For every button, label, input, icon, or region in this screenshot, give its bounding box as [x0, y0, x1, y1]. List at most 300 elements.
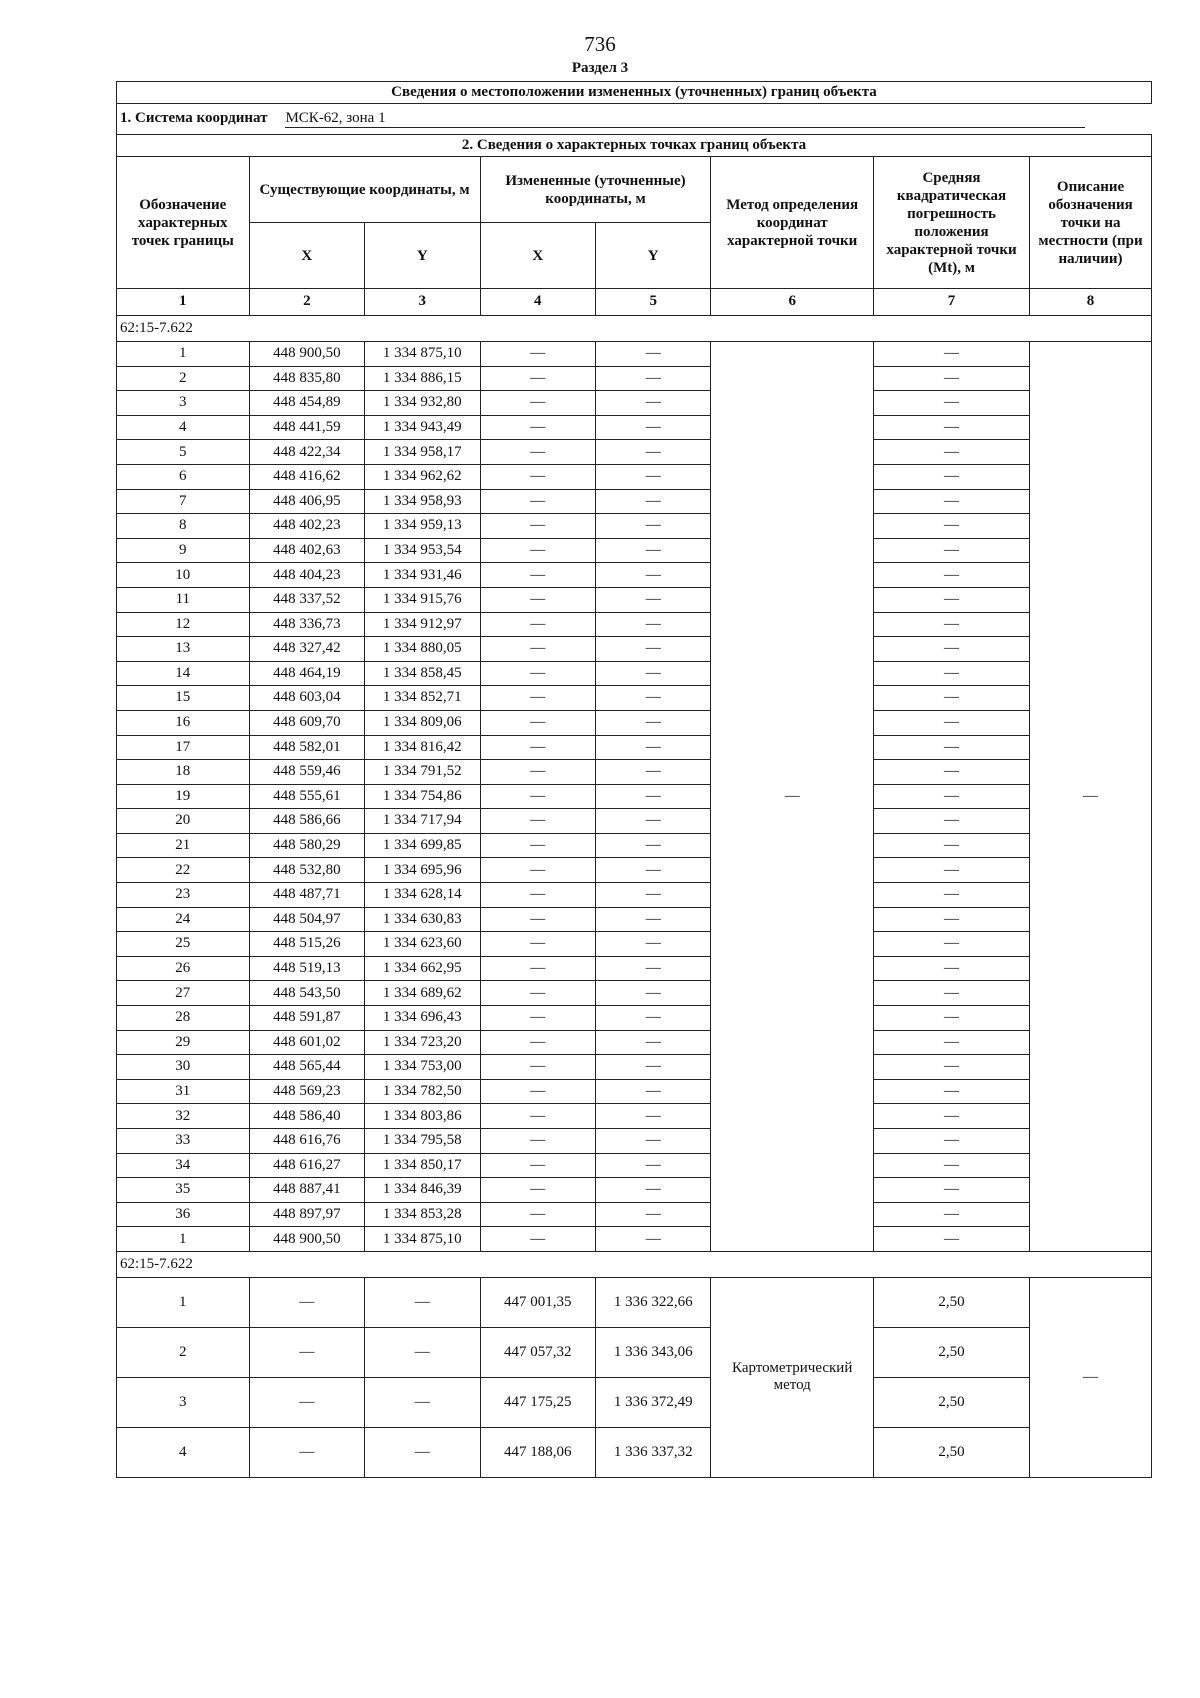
header-method: Метод определения координат характерной точки: [711, 157, 874, 289]
table-title: Сведения о местоположении измененных (уточненных) границ объекта: [117, 82, 1152, 104]
table-row: [117, 563, 1152, 588]
point-number: 1: [117, 1227, 250, 1252]
table-row: [117, 1129, 1152, 1154]
point-number: 18: [117, 760, 250, 785]
table-row: [117, 686, 1152, 711]
changed-y: —: [595, 342, 710, 367]
error-cell: —: [873, 415, 1029, 440]
table-row: [117, 661, 1152, 686]
error-cell: —: [873, 366, 1029, 391]
changed-y: —: [595, 637, 710, 662]
existing-y: 1 334 816,42: [365, 735, 480, 760]
existing-x: 448 591,87: [249, 1006, 364, 1031]
error-cell: —: [873, 735, 1029, 760]
point-number: 35: [117, 1178, 250, 1203]
point-number: 2: [117, 366, 250, 391]
error-cell: —: [873, 1129, 1029, 1154]
changed-y: 1 336 372,49: [595, 1377, 710, 1427]
point-number: 15: [117, 686, 250, 711]
table-row: [117, 415, 1152, 440]
error-cell: —: [873, 932, 1029, 957]
changed-y: —: [595, 1006, 710, 1031]
column-number: 5: [595, 289, 710, 316]
existing-y: 1 334 875,10: [365, 342, 480, 367]
changed-y: 1 336 322,66: [595, 1277, 710, 1327]
changed-x: —: [480, 1104, 595, 1129]
existing-y: 1 334 958,93: [365, 489, 480, 514]
existing-y: —: [365, 1427, 480, 1477]
existing-x: 448 569,23: [249, 1079, 364, 1104]
changed-y: —: [595, 489, 710, 514]
changed-x: —: [480, 1202, 595, 1227]
existing-x: —: [249, 1377, 364, 1427]
changed-y: —: [595, 464, 710, 489]
column-number: 1: [117, 289, 250, 316]
existing-y: 1 334 662,95: [365, 956, 480, 981]
changed-y: 1 336 343,06: [595, 1327, 710, 1377]
existing-y: 1 334 875,10: [365, 1227, 480, 1252]
existing-x: 448 616,27: [249, 1153, 364, 1178]
changed-x: —: [480, 932, 595, 957]
error-cell: —: [873, 464, 1029, 489]
existing-y: 1 334 623,60: [365, 932, 480, 957]
existing-y: 1 334 628,14: [365, 883, 480, 908]
column-number: 4: [480, 289, 595, 316]
table-row: [117, 538, 1152, 563]
point-number: 9: [117, 538, 250, 563]
error-cell: —: [873, 1006, 1029, 1031]
point-number: 34: [117, 1153, 250, 1178]
changed-x: —: [480, 612, 595, 637]
point-number: 8: [117, 514, 250, 539]
existing-x: 448 565,44: [249, 1055, 364, 1080]
points-section-title: 2. Сведения о характерных точках границ объекта: [117, 135, 1152, 157]
method-cell: Картометрический метод: [711, 1277, 874, 1477]
table-row: [117, 710, 1152, 735]
existing-x: 448 327,42: [249, 637, 364, 662]
existing-y: 1 334 912,97: [365, 612, 480, 637]
table-row: [117, 637, 1152, 662]
existing-x: 448 543,50: [249, 981, 364, 1006]
table-row: [117, 342, 1152, 367]
point-number: 2: [117, 1327, 250, 1377]
point-number: 20: [117, 809, 250, 834]
changed-x: —: [480, 735, 595, 760]
table-row: [117, 932, 1152, 957]
error-cell: —: [873, 1104, 1029, 1129]
header-description: Описание обозначения точки на местности (при наличии): [1030, 157, 1152, 289]
header-existing-coordinates: Существующие координаты, м: [249, 157, 480, 223]
changed-x: —: [480, 1006, 595, 1031]
changed-y: —: [595, 981, 710, 1006]
existing-x: 448 887,41: [249, 1178, 364, 1203]
changed-x: —: [480, 809, 595, 834]
error-cell: —: [873, 760, 1029, 785]
table-row: [117, 440, 1152, 465]
table-row: [117, 391, 1152, 416]
table-row: [117, 956, 1152, 981]
existing-x: 448 416,62: [249, 464, 364, 489]
table-row: [117, 1178, 1152, 1203]
changed-y: —: [595, 858, 710, 883]
description-cell: —: [1030, 342, 1152, 1252]
header-error: Средняя квадратическая погрешность положения характерной точки (Mt), м: [873, 157, 1029, 289]
changed-y: —: [595, 587, 710, 612]
error-cell: —: [873, 956, 1029, 981]
existing-x: 448 422,34: [249, 440, 364, 465]
existing-x: 448 464,19: [249, 661, 364, 686]
error-cell: —: [873, 1227, 1029, 1252]
table-row: [117, 784, 1152, 809]
existing-x: 448 555,61: [249, 784, 364, 809]
changed-x: —: [480, 1055, 595, 1080]
changed-x: 447 057,32: [480, 1327, 595, 1377]
existing-x: 448 487,71: [249, 883, 364, 908]
existing-y: 1 334 943,49: [365, 415, 480, 440]
table-row: [117, 1006, 1152, 1031]
header-changed-x: X: [480, 223, 595, 289]
table-row: [117, 1055, 1152, 1080]
point-number: 21: [117, 833, 250, 858]
changed-y: —: [595, 1079, 710, 1104]
changed-x: —: [480, 1030, 595, 1055]
existing-y: 1 334 931,46: [365, 563, 480, 588]
existing-x: 448 336,73: [249, 612, 364, 637]
error-cell: —: [873, 981, 1029, 1006]
point-number: 23: [117, 883, 250, 908]
error-cell: —: [873, 1202, 1029, 1227]
existing-x: 448 519,13: [249, 956, 364, 981]
error-cell: —: [873, 342, 1029, 367]
error-cell: —: [873, 661, 1029, 686]
table-row: [117, 1079, 1152, 1104]
point-number: 1: [117, 342, 250, 367]
existing-y: 1 334 782,50: [365, 1079, 480, 1104]
column-number: 8: [1030, 289, 1152, 316]
description-cell: —: [1030, 1277, 1152, 1477]
table-row: [117, 981, 1152, 1006]
changed-x: —: [480, 587, 595, 612]
coordinate-system-row: [117, 104, 1152, 135]
changed-y: —: [595, 661, 710, 686]
existing-y: 1 334 803,86: [365, 1104, 480, 1129]
existing-y: 1 334 852,71: [365, 686, 480, 711]
point-number: 10: [117, 563, 250, 588]
table-row: [117, 1030, 1152, 1055]
changed-x: —: [480, 637, 595, 662]
point-number: 1: [117, 1277, 250, 1327]
point-number: 12: [117, 612, 250, 637]
point-number: 11: [117, 587, 250, 612]
point-number: 24: [117, 907, 250, 932]
cadastral-group-label: 62:15-7.622: [117, 1251, 1152, 1277]
error-cell: 2,50: [873, 1277, 1029, 1327]
error-cell: —: [873, 1079, 1029, 1104]
changed-y: —: [595, 1129, 710, 1154]
error-cell: 2,50: [873, 1427, 1029, 1477]
existing-x: 448 616,76: [249, 1129, 364, 1154]
changed-y: —: [595, 1153, 710, 1178]
error-cell: —: [873, 784, 1029, 809]
existing-x: 448 559,46: [249, 760, 364, 785]
table-row: [117, 1427, 1152, 1477]
changed-y: —: [595, 1055, 710, 1080]
header-changed-y: Y: [595, 223, 710, 289]
changed-x: —: [480, 563, 595, 588]
existing-x: 448 515,26: [249, 932, 364, 957]
existing-x: 448 337,52: [249, 587, 364, 612]
table-row: [117, 514, 1152, 539]
coordinate-system-label: 1. Система координат: [120, 109, 268, 126]
existing-y: 1 334 958,17: [365, 440, 480, 465]
changed-x: —: [480, 883, 595, 908]
point-number: 17: [117, 735, 250, 760]
point-number: 33: [117, 1129, 250, 1154]
changed-x: —: [480, 464, 595, 489]
error-cell: —: [873, 710, 1029, 735]
column-number: 2: [249, 289, 364, 316]
existing-x: 448 586,40: [249, 1104, 364, 1129]
table-row: [117, 1277, 1152, 1327]
column-number: 6: [711, 289, 874, 316]
changed-x: —: [480, 514, 595, 539]
existing-x: 448 835,80: [249, 366, 364, 391]
existing-y: 1 334 630,83: [365, 907, 480, 932]
error-cell: —: [873, 563, 1029, 588]
table-row: [117, 1327, 1152, 1377]
error-cell: —: [873, 514, 1029, 539]
error-cell: —: [873, 809, 1029, 834]
existing-y: 1 334 791,52: [365, 760, 480, 785]
changed-y: —: [595, 514, 710, 539]
changed-x: —: [480, 1079, 595, 1104]
point-number: 3: [117, 1377, 250, 1427]
point-number: 6: [117, 464, 250, 489]
point-number: 25: [117, 932, 250, 957]
changed-x: —: [480, 342, 595, 367]
changed-x: —: [480, 415, 595, 440]
error-cell: —: [873, 833, 1029, 858]
existing-x: 448 603,04: [249, 686, 364, 711]
changed-x: —: [480, 440, 595, 465]
existing-y: 1 334 717,94: [365, 809, 480, 834]
error-cell: —: [873, 686, 1029, 711]
existing-x: 448 900,50: [249, 342, 364, 367]
changed-x: 447 001,35: [480, 1277, 595, 1327]
table-row: [117, 612, 1152, 637]
existing-x: 448 582,01: [249, 735, 364, 760]
changed-y: —: [595, 883, 710, 908]
table-row: [117, 1202, 1152, 1227]
point-number: 27: [117, 981, 250, 1006]
changed-x: —: [480, 366, 595, 391]
existing-x: 448 897,97: [249, 1202, 364, 1227]
existing-y: 1 334 699,85: [365, 833, 480, 858]
error-cell: 2,50: [873, 1377, 1029, 1427]
error-cell: —: [873, 858, 1029, 883]
changed-y: —: [595, 538, 710, 563]
existing-y: 1 334 795,58: [365, 1129, 480, 1154]
changed-x: —: [480, 1129, 595, 1154]
changed-y: —: [595, 735, 710, 760]
changed-x: —: [480, 1227, 595, 1252]
changed-y: —: [595, 1178, 710, 1203]
changed-x: —: [480, 981, 595, 1006]
existing-x: 448 580,29: [249, 833, 364, 858]
existing-x: 448 586,66: [249, 809, 364, 834]
point-number: 3: [117, 391, 250, 416]
table-row: [117, 366, 1152, 391]
point-number: 5: [117, 440, 250, 465]
existing-x: 448 402,63: [249, 538, 364, 563]
changed-y: —: [595, 391, 710, 416]
point-number: 26: [117, 956, 250, 981]
existing-y: 1 334 695,96: [365, 858, 480, 883]
changed-y: —: [595, 686, 710, 711]
changed-y: —: [595, 760, 710, 785]
changed-y: —: [595, 1227, 710, 1252]
existing-y: 1 334 809,06: [365, 710, 480, 735]
column-number: 7: [873, 289, 1029, 316]
existing-x: 448 402,23: [249, 514, 364, 539]
point-number: 22: [117, 858, 250, 883]
error-cell: —: [873, 1178, 1029, 1203]
changed-y: —: [595, 833, 710, 858]
changed-y: —: [595, 809, 710, 834]
point-number: 32: [117, 1104, 250, 1129]
existing-y: 1 334 953,54: [365, 538, 480, 563]
page-number: 736: [584, 32, 616, 56]
section-title: Раздел 3: [571, 60, 629, 76]
column-number: 3: [365, 289, 480, 316]
changed-x: 447 188,06: [480, 1427, 595, 1477]
existing-x: 448 900,50: [249, 1227, 364, 1252]
point-number: 30: [117, 1055, 250, 1080]
cadastral-group-label: 62:15-7.622: [117, 316, 1152, 342]
existing-x: —: [249, 1277, 364, 1327]
table-row: [117, 489, 1152, 514]
error-cell: —: [873, 612, 1029, 637]
changed-y: —: [595, 563, 710, 588]
changed-y: —: [595, 956, 710, 981]
boundary-table: [116, 81, 1152, 1478]
table-row: [117, 907, 1152, 932]
existing-y: 1 334 886,15: [365, 366, 480, 391]
changed-y: —: [595, 784, 710, 809]
existing-y: 1 334 915,76: [365, 587, 480, 612]
changed-y: —: [595, 440, 710, 465]
point-number: 31: [117, 1079, 250, 1104]
error-cell: 2,50: [873, 1327, 1029, 1377]
existing-y: 1 334 846,39: [365, 1178, 480, 1203]
changed-y: —: [595, 710, 710, 735]
existing-x: 448 532,80: [249, 858, 364, 883]
existing-y: 1 334 932,80: [365, 391, 480, 416]
existing-x: 448 404,23: [249, 563, 364, 588]
error-cell: —: [873, 1055, 1029, 1080]
table-row: [117, 1153, 1152, 1178]
error-cell: —: [873, 489, 1029, 514]
header-existing-y: Y: [365, 223, 480, 289]
changed-y: —: [595, 907, 710, 932]
error-cell: —: [873, 440, 1029, 465]
table-row: [117, 464, 1152, 489]
point-number: 13: [117, 637, 250, 662]
changed-y: —: [595, 932, 710, 957]
existing-y: 1 334 723,20: [365, 1030, 480, 1055]
changed-y: —: [595, 1030, 710, 1055]
point-number: 4: [117, 415, 250, 440]
error-cell: —: [873, 391, 1029, 416]
changed-x: —: [480, 661, 595, 686]
existing-y: 1 334 853,28: [365, 1202, 480, 1227]
changed-x: —: [480, 1153, 595, 1178]
existing-x: 448 441,59: [249, 415, 364, 440]
existing-y: —: [365, 1377, 480, 1427]
changed-x: —: [480, 686, 595, 711]
changed-x: 447 175,25: [480, 1377, 595, 1427]
changed-y: —: [595, 1104, 710, 1129]
changed-y: —: [595, 1202, 710, 1227]
header-designation: Обозначение характерных точек границы: [117, 157, 250, 289]
error-cell: —: [873, 883, 1029, 908]
point-number: 36: [117, 1202, 250, 1227]
changed-x: —: [480, 538, 595, 563]
existing-x: —: [249, 1427, 364, 1477]
existing-y: 1 334 754,86: [365, 784, 480, 809]
table-row: [117, 809, 1152, 834]
existing-y: 1 334 962,62: [365, 464, 480, 489]
coordinate-system-value: МСК-62, зона 1: [285, 110, 1085, 128]
existing-x: 448 406,95: [249, 489, 364, 514]
table-row: [117, 1227, 1152, 1252]
error-cell: —: [873, 637, 1029, 662]
error-cell: —: [873, 1030, 1029, 1055]
table-row: [117, 760, 1152, 785]
changed-x: —: [480, 833, 595, 858]
point-number: 29: [117, 1030, 250, 1055]
existing-y: 1 334 753,00: [365, 1055, 480, 1080]
table-row: [117, 735, 1152, 760]
point-number: 28: [117, 1006, 250, 1031]
changed-x: —: [480, 956, 595, 981]
point-number: 4: [117, 1427, 250, 1477]
changed-x: —: [480, 489, 595, 514]
table-row: [117, 858, 1152, 883]
existing-x: —: [249, 1327, 364, 1377]
table-row: [117, 1377, 1152, 1427]
method-cell: —: [711, 342, 874, 1252]
existing-y: 1 334 689,62: [365, 981, 480, 1006]
changed-x: —: [480, 1178, 595, 1203]
changed-x: —: [480, 858, 595, 883]
existing-x: 448 454,89: [249, 391, 364, 416]
header-changed-coordinates: Измененные (уточненные) координаты, м: [480, 157, 711, 223]
table-row: [117, 587, 1152, 612]
changed-y: 1 336 337,32: [595, 1427, 710, 1477]
existing-y: —: [365, 1327, 480, 1377]
table-row: [117, 1104, 1152, 1129]
point-number: 16: [117, 710, 250, 735]
changed-x: —: [480, 391, 595, 416]
error-cell: —: [873, 538, 1029, 563]
existing-x: 448 609,70: [249, 710, 364, 735]
error-cell: —: [873, 1153, 1029, 1178]
table-row: [117, 883, 1152, 908]
changed-y: —: [595, 366, 710, 391]
table-row: [117, 833, 1152, 858]
existing-y: 1 334 858,45: [365, 661, 480, 686]
